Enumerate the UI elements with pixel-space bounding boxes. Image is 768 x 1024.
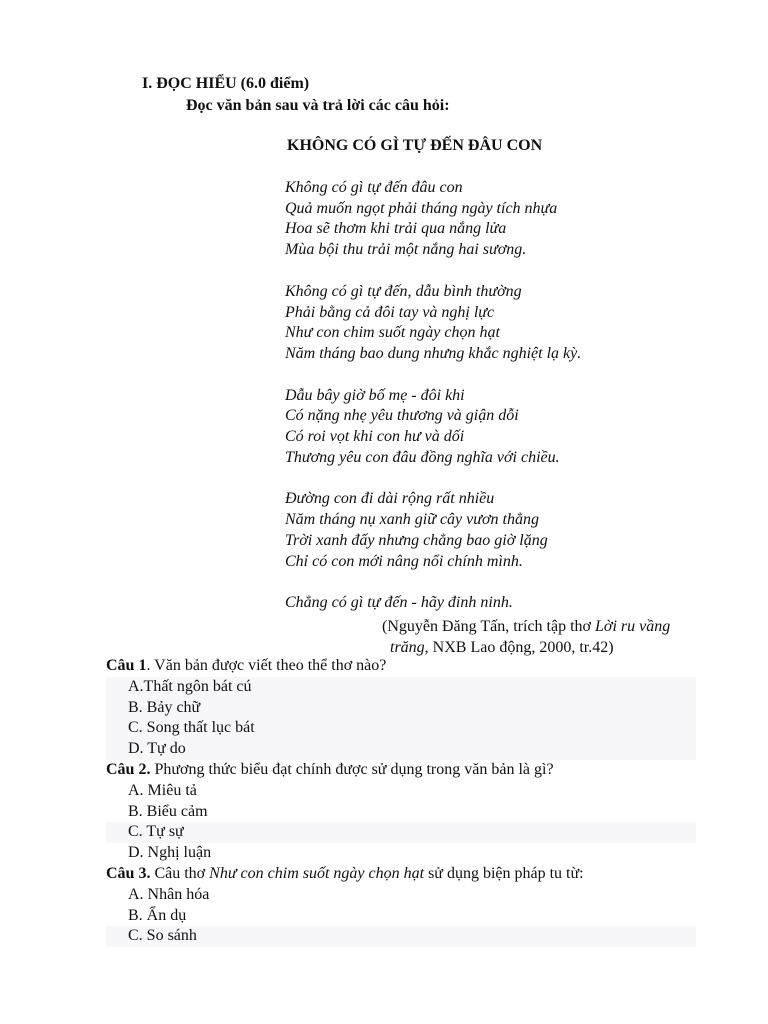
- instruction-text: Đọc văn bản sau và trả lời các câu hỏi:: [186, 97, 450, 114]
- section-heading: I. ĐỌC HIỂU (6.0 điểm): [142, 75, 310, 92]
- poem-line: Không có gì tự đến, dẫu bình thường: [285, 282, 522, 300]
- poem-stanza-2: [285, 282, 581, 365]
- source-suffix: , NXB Lao động, 2000, tr.42): [424, 639, 614, 656]
- question-1: [106, 656, 696, 760]
- question-label: Câu 3.: [106, 864, 151, 882]
- source-line-2: [382, 637, 670, 658]
- question-text: Câu thơ: [150, 864, 210, 882]
- option-c: C. Tự sự: [106, 822, 696, 843]
- poem-source-citation: [382, 616, 670, 658]
- poem-line: Mùa bội thu trải một nắng hai sương.: [285, 241, 527, 259]
- question-3-stem: [106, 864, 696, 885]
- poem-line: Năm tháng nụ xanh giữ cây vươn thẳng: [285, 511, 539, 529]
- question-2-stem: [106, 760, 696, 781]
- poem-line: Thương yêu con đâu đồng nghĩa với chiều.: [285, 448, 560, 466]
- poem-title: KHÔNG CÓ GÌ TỰ ĐẾN ĐÂU CON: [287, 137, 543, 154]
- option-b: B. Ẩn dụ: [128, 906, 187, 924]
- question-text-after: sử dụng biện pháp tu từ:: [424, 864, 584, 882]
- option-c: C. So sánh: [106, 926, 696, 947]
- poem-stanza-4: [285, 489, 581, 572]
- source-prefix: (Nguyễn Đăng Tấn, trích tập thơ: [382, 618, 595, 635]
- question-label: Câu 2.: [106, 760, 151, 778]
- option-d: D. Nghị luận: [128, 844, 212, 862]
- question-2: [106, 760, 696, 864]
- source-book-title-part1: Lời ru vầng: [595, 618, 671, 635]
- option-a: A.Thất ngôn bát cú: [106, 677, 696, 698]
- poem-line: Năm tháng bao dung nhưng khắc nghiệt lạ kỳ.: [285, 344, 582, 362]
- poem-line: Có roi vọt khi con hư và dối: [285, 428, 465, 446]
- poem-line: Không có gì tự đến đâu con: [285, 179, 463, 196]
- source-book-title-part2: trăng: [390, 639, 425, 656]
- poem-line: Đường con đi dài rộng rất nhiều: [285, 490, 495, 508]
- poem-line: Dẫu bây giờ bố mẹ - đôi khi: [285, 386, 465, 404]
- option-a: A. Nhân hóa: [128, 885, 210, 903]
- option-b: B. Bảy chữ: [106, 698, 696, 719]
- poem-line: Quả muốn ngọt phải tháng ngày tích nhựa: [285, 199, 558, 217]
- poem-stanza-5: [285, 593, 581, 614]
- poem-stanza-3: [285, 386, 581, 469]
- poem-line: Phải bằng cả đôi tay và nghị lực: [285, 303, 495, 321]
- poem-line: Hoa sẽ thơm khi trải qua nắng lửa: [285, 220, 507, 238]
- poem-body: [285, 178, 581, 635]
- option-c: C. Song thất lục bát: [106, 718, 696, 739]
- option-a: A. Miêu tả: [128, 781, 197, 799]
- poem-line: Như con chim suốt ngày chọn hạt: [285, 324, 500, 342]
- question-quote: Như con chim suốt ngày chọn hạt: [209, 864, 425, 882]
- question-text: Phương thức biểu đạt chính được sử dụng trong văn bản là gì?: [150, 760, 554, 778]
- questions-section: [106, 656, 696, 947]
- question-1-stem: [106, 656, 696, 677]
- question-text: . Văn bản được viết theo thể thơ nào?: [146, 657, 387, 674]
- poem-line: Có nặng nhẹ yêu thương và giận dỗi: [285, 407, 519, 425]
- poem-line: Chẳng có gì tự đến - hãy đinh ninh.: [285, 594, 513, 612]
- option-d: D. Tự do: [106, 739, 696, 760]
- option-b: B. Biểu cảm: [128, 802, 208, 820]
- poem-line: Chỉ có con mới nâng nổi chính mình.: [285, 552, 523, 570]
- poem-stanza-1: [285, 178, 581, 261]
- question-3: [106, 864, 696, 947]
- question-label: Câu 1: [106, 657, 147, 674]
- poem-line: Trời xanh đấy nhưng chẳng bao giờ lặng: [285, 531, 548, 549]
